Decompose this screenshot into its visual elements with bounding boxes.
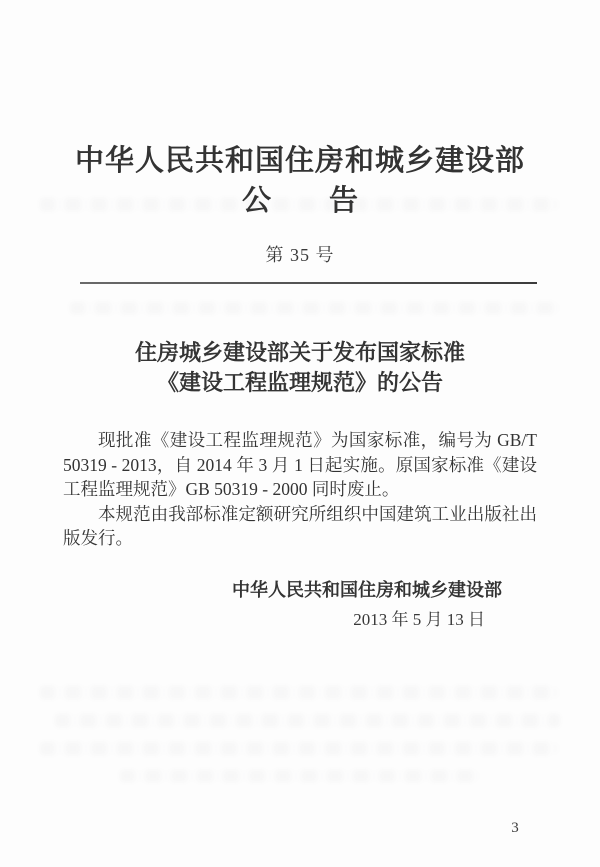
scan-bleed-artifact [55,714,560,727]
page-number: 3 [511,820,519,836]
notice-paragraph-2: 本规范由我部标准定额研究所组织中国建筑工业出版社出版发行。 [63,503,537,548]
header-divider-rule [80,282,537,284]
document-content [63,0,537,630]
issue-date: 2013 年 5 月 13 日 [353,609,485,629]
scan-bleed-artifact [120,770,480,782]
document-number: 第 35 号 [265,245,335,265]
notice-paragraph-1: 现批准《建设工程监理规范》为国家标准，编号为 GB/T 50319 - 2013，自 2014 年 3 月 1 日起实施。原国家标准《建设工程监理规范》GB 50319 - 2000 同时废止。 [63,430,537,499]
scan-bleed-artifact [40,686,560,699]
notice-body [63,428,537,551]
announcement-word: 公 告 [241,185,358,217]
scan-bleed-artifact [40,742,560,755]
issuer-signature: 中华人民共和国住房和城乡建设部 [232,579,502,600]
notice-title-line2: 《建设工程监理规范》的公告 [156,370,443,395]
ministry-title: 中华人民共和国住房和城乡建设部 [74,145,525,177]
notice-title-line1: 住房城乡建设部关于发布国家标准 [134,340,465,365]
